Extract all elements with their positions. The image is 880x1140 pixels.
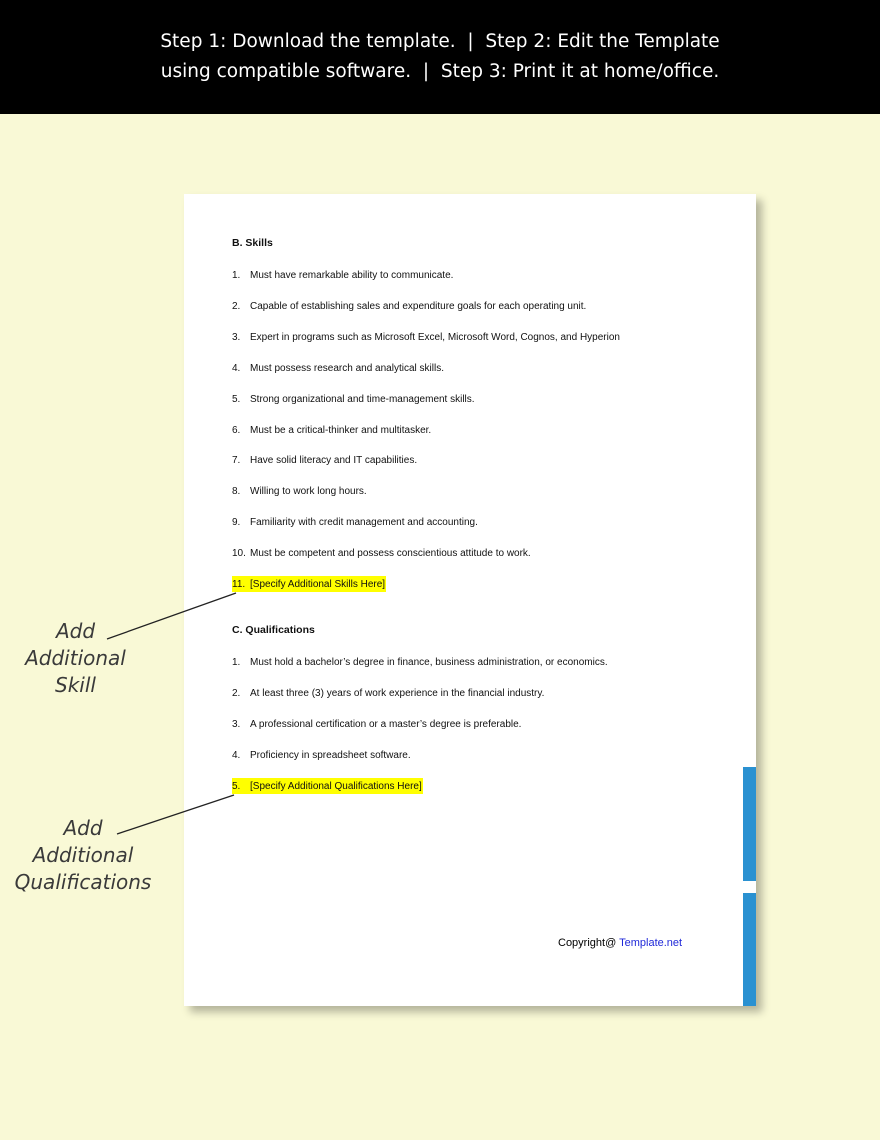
item-number: 5. bbox=[232, 780, 241, 792]
template-net-link[interactable]: Template.net bbox=[619, 937, 683, 949]
item-number: 9. bbox=[232, 516, 241, 528]
item-text: Must have remarkable ability to communicate. bbox=[250, 269, 454, 281]
item-number: 11. bbox=[232, 578, 246, 590]
item-text: Must be a critical-thinker and multitasker. bbox=[250, 424, 432, 436]
item-text: At least three (3) years of work experience in the financial industry. bbox=[250, 687, 545, 699]
item-text: Familiarity with credit management and accounting. bbox=[250, 516, 478, 528]
item-number: 3. bbox=[232, 331, 241, 343]
item-text: [Specify Additional Qualifications Here] bbox=[250, 780, 422, 792]
item-text: Expert in programs such as Microsoft Excel, Microsoft Word, Cognos, and Hyperion bbox=[250, 331, 620, 343]
callout-line: Add bbox=[63, 816, 103, 840]
callout-line: Skill bbox=[55, 673, 96, 697]
qualifications-heading: C. Qualifications bbox=[232, 624, 315, 636]
item-number: 2. bbox=[232, 687, 241, 699]
callout-line: Additional bbox=[25, 646, 126, 670]
item-number: 10. bbox=[232, 547, 246, 559]
item-text: Must possess research and analytical skills. bbox=[250, 362, 444, 374]
item-text: Willing to work long hours. bbox=[250, 485, 367, 497]
item-text: A professional certification or a master’s degree is preferable. bbox=[250, 718, 522, 730]
add-qualifications-callout bbox=[0, 815, 166, 896]
copyright-label: Copyright@ bbox=[558, 937, 620, 949]
item-number: 5. bbox=[232, 393, 241, 405]
callout-line: Qualifications bbox=[14, 870, 152, 894]
item-number: 1. bbox=[232, 656, 241, 668]
item-number: 4. bbox=[232, 749, 241, 761]
item-text: Capable of establishing sales and expenditure goals for each operating unit. bbox=[250, 300, 587, 312]
item-number: 8. bbox=[232, 485, 241, 497]
item-number: 2. bbox=[232, 300, 241, 312]
banner-line-2: using compatible software. | Step 3: Print it at home/office. bbox=[160, 61, 720, 82]
item-number: 3. bbox=[232, 718, 241, 730]
item-number: 6. bbox=[232, 424, 241, 436]
skills-heading: B. Skills bbox=[232, 237, 273, 249]
add-skill-callout bbox=[3, 618, 148, 699]
item-number: 4. bbox=[232, 362, 241, 374]
item-number: 1. bbox=[232, 269, 241, 281]
item-text: Must be competent and possess conscientious attitude to work. bbox=[250, 547, 531, 559]
item-number: 7. bbox=[232, 454, 241, 466]
callout-line: Add bbox=[55, 619, 96, 643]
banner-line-1: Step 1: Download the template. | Step 2: Edit the Template bbox=[160, 31, 720, 52]
item-text: [Specify Additional Skills Here] bbox=[250, 578, 386, 590]
item-text: Strong organizational and time-management skills. bbox=[250, 393, 475, 405]
callout-line: Additional bbox=[32, 843, 134, 867]
item-text: Proficiency in spreadsheet software. bbox=[250, 749, 411, 761]
item-text: Have solid literacy and IT capabilities. bbox=[250, 454, 418, 466]
item-text: Must hold a bachelor’s degree in finance, business administration, or economics. bbox=[250, 656, 608, 668]
